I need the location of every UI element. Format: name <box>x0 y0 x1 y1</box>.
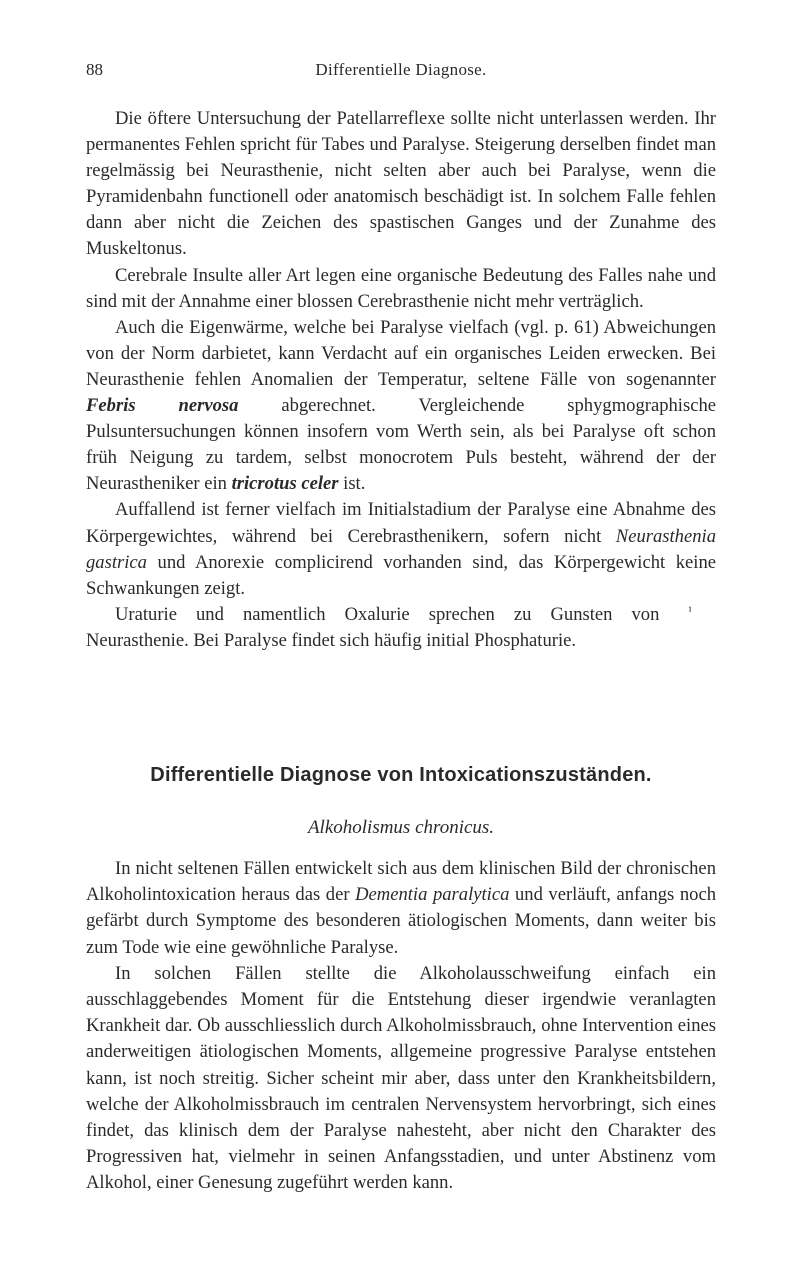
running-title: Differentielle Diagnose. <box>315 60 487 79</box>
paragraph-body-temperature <box>86 315 716 498</box>
term-tricrotus-celer: tricrotus celer <box>231 473 339 495</box>
paragraph-body-temperature-part-b: abgerechnet. Vergleichende sphygmographische Pulsuntersuchungen können insofern vom Werth sein, als bei Paralyse oft schon früh Neigung zu tardem, selbst monocrotem Puls besteht, während der der Neurastheniker ein <box>86 395 717 495</box>
paragraph-body-weight-part-b: und Anorexie complicirend vorhanden sind, das Körpergewicht keine Schwankungen zeigt. <box>86 551 716 599</box>
paragraph-patellar-reflexes: Die öftere Untersuchung der Patellarreflexe sollte nicht unterlassen werden. Ihr permanentes Fehlen spricht für Tabes und Paralyse. Steigerung derselben findet man regelmässig bei Neurasthenie, nicht selten aber auch bei Paralyse, wenn die Pyramidenbahn functionell oder anatomisch beschädigt ist. In solchem Falle fehlen dann aber nicht die Zeichen des spastischen Ganges und der Zunahme des Muskeltonus. <box>86 108 716 260</box>
paragraph-uraturie-text: Uraturie und namentlich Oxalurie sprechen zu Gunsten von Neurasthenie. Bei Paralyse findet sich häufig initial Phosphaturie. <box>86 603 660 651</box>
paragraph-body-temperature-part-c: ist. <box>338 473 366 495</box>
page-number: 88 <box>86 60 103 79</box>
section-alcoholism-text <box>86 856 716 1197</box>
paragraph-cerebral-insults: Cerebrale Insulte aller Art legen eine organische Bedeutung des Falles nahe und sind mit der Annahme einer blossen Cerebrasthenie nicht mehr verträglich. <box>86 264 716 312</box>
running-head <box>86 60 716 88</box>
paragraph-alcohol-intoxication-part-a: In nicht seltenen Fällen entwickelt sich aus dem klinischen Bild der chronischen Alkoholintoxication heraus das der <box>86 858 716 906</box>
paragraph-body-weight-part-a: Auffallend ist ferner vielfach im Initialstadium der Paralyse eine Abnahme des Körpergewichtes, während bei Cerebrasthenikern, sofern nicht <box>86 499 716 547</box>
paragraph-uraturie <box>86 602 716 654</box>
term-febris-nervosa: Febris nervosa <box>86 395 239 417</box>
paragraph-alcohol-intoxication-part-b: und verläuft, anfangs noch gefärbt durch Symptome des besonderen ätiologischen Moments, dann weiter bis zum Tode wie eine gewöhnliche Paralyse. <box>86 884 717 958</box>
paragraph-body-temperature-part-a: Auch die Eigenwärme, welche bei Paralyse vielfach (vgl. p. 61) Abweichungen von der Norm darbietet, kann Verdacht auf ein organisches Leiden erwecken. Bei Neurasthenie fehlen Anomalien der Temperatur, seltene Fälle von sogenannter <box>86 316 716 390</box>
sub-heading: Alkoholismus chronicus. <box>307 817 495 838</box>
paragraph-body-weight <box>86 497 716 601</box>
section-neurasthenia-text <box>86 106 716 654</box>
paragraph-alcohol-excess: In solchen Fällen stellte die Alkoholausschweifung einfach ein ausschlaggebendes Moment für die Entstehung dieser irgendwie veranlagten Krankheit dar. Ob ausschliesslich durch Alkoholmissbrauch, ohne Intervention eines anderweitigen ätiologischen Moments, allgemeine progressive Paralyse entstehen kann, ist noch streitig. Sicher scheint mir aber, dass unter den Krankheitsbildern, welche der Alkoholmissbrauch im centralen Nervensystem hervorbringt, sich eines findet, das klinisch dem der Paralyse nahesteht, aber nicht den Charakter des Progressiven hat, vielmehr in seinen Anfangsstadien, und unter Abstinenz vom Alkohol, einer Genesung zugeführt werden kann. <box>86 962 716 1194</box>
section-heading: Differentielle Diagnose von Intoxicationszuständen. <box>150 764 652 786</box>
paragraph-alcohol-intoxication <box>86 856 716 961</box>
term-dementia-paralytica: Dementia paralytica <box>355 884 510 906</box>
term-neurasthenia-gastrica: Neurasthenia gastrica <box>86 525 716 573</box>
footnote-mark: ¹ <box>688 603 692 618</box>
